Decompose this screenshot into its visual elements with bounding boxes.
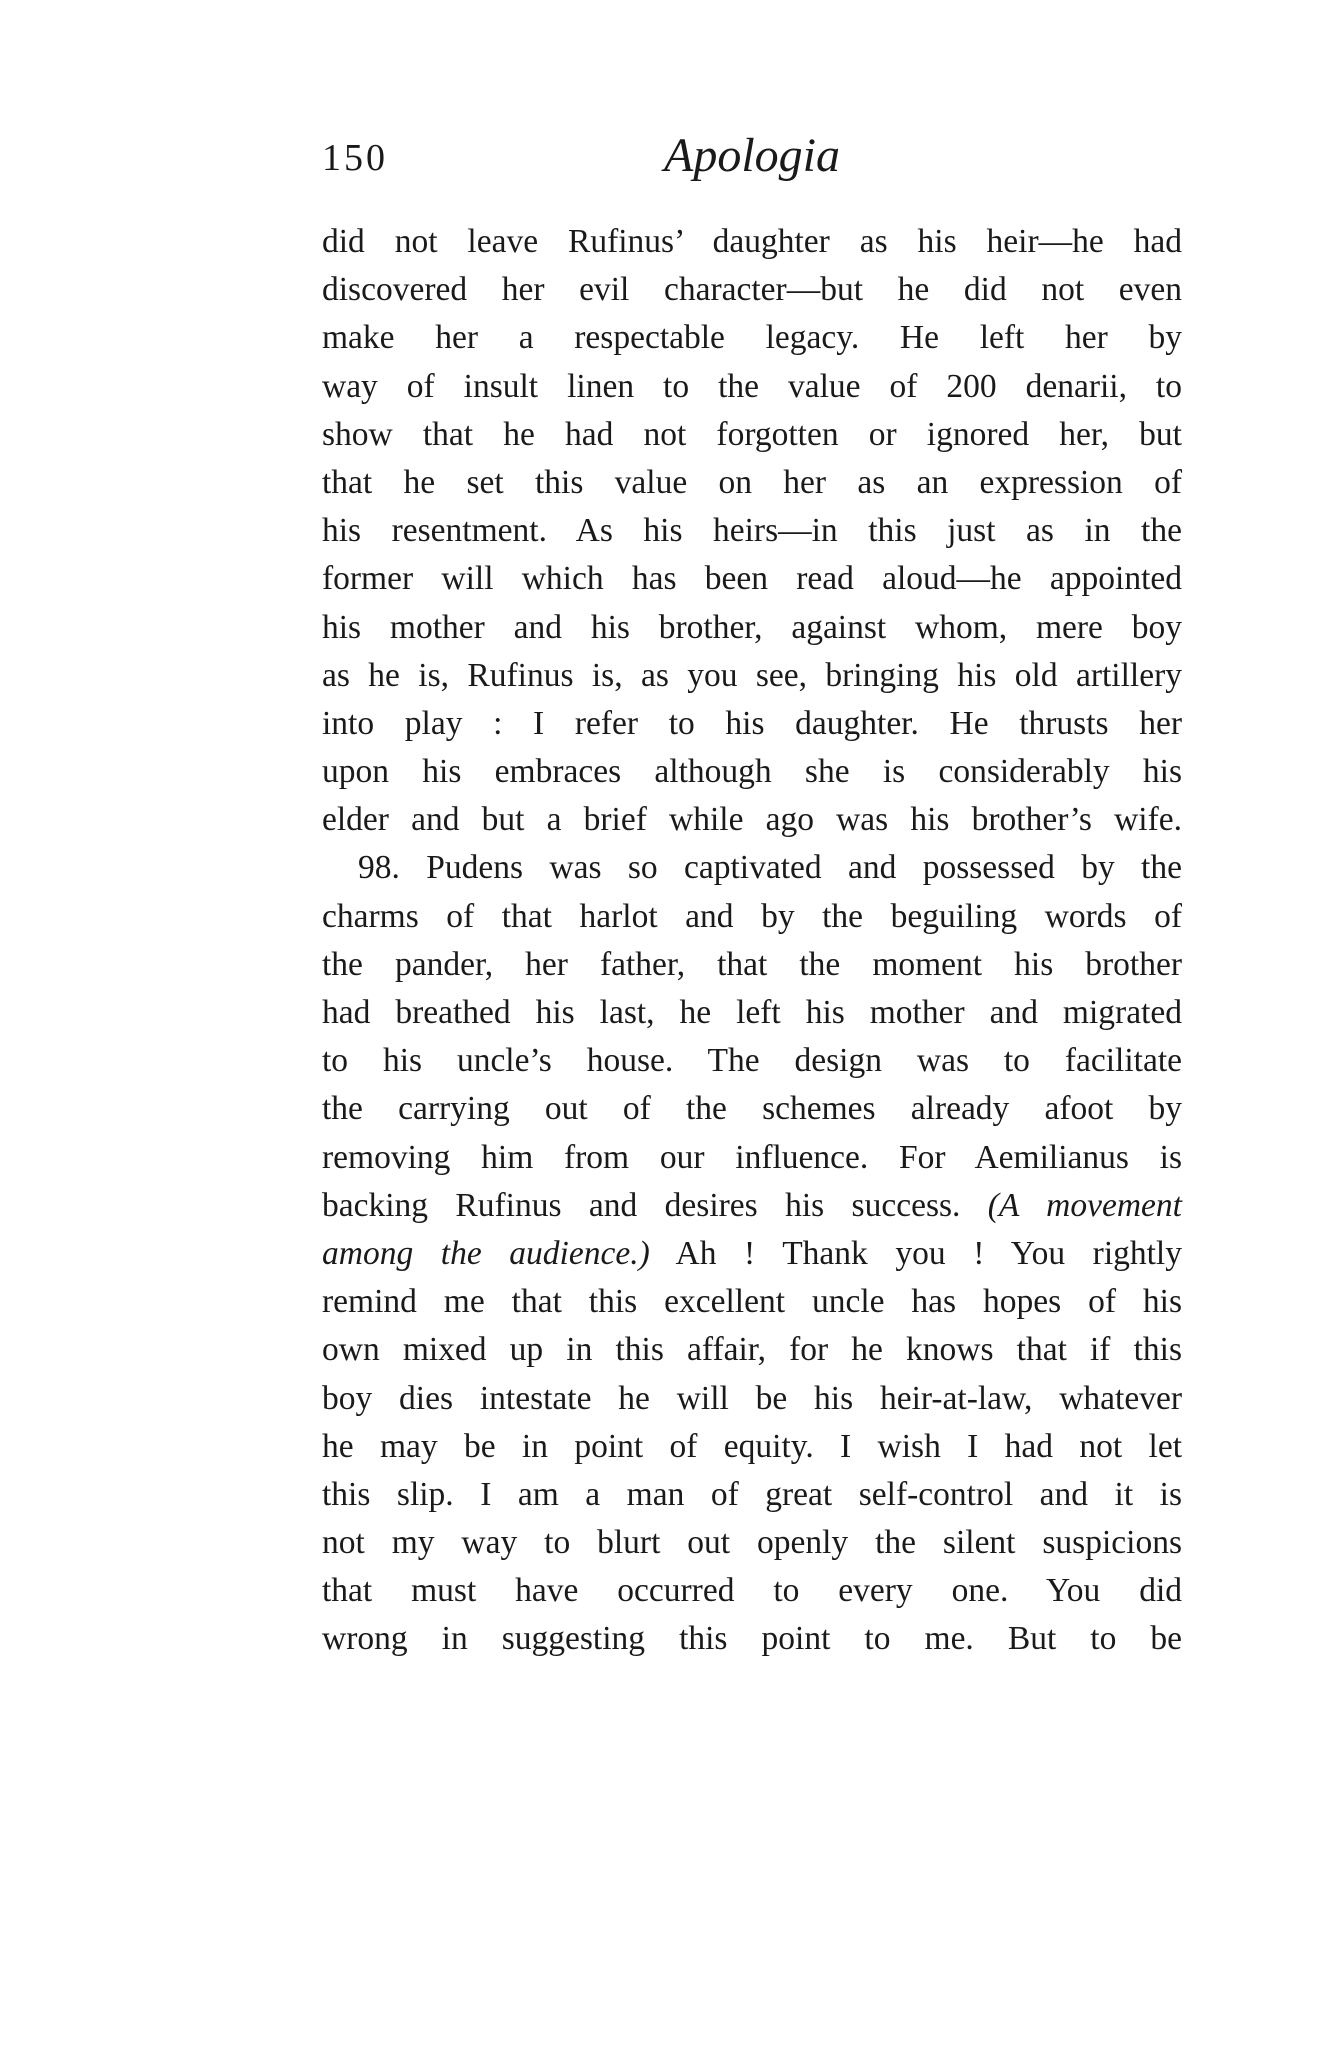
- text-line: his resentment. As his heirs—in this just as in the: [322, 512, 1182, 550]
- paragraph-98-start: 98. Pudens was so captivated and possessed by the: [358, 849, 1182, 887]
- text-line: upon his embraces although she is considerably his: [322, 753, 1182, 791]
- text-line: into play : I refer to his daughter. He thrusts her: [322, 704, 1182, 742]
- text-line: wrong in suggesting this point to me. But to be: [322, 1620, 1182, 1658]
- text-line: his mother and his brother, against whom, mere boy: [322, 608, 1182, 646]
- running-title: Apologia: [664, 129, 840, 182]
- text-line: this slip. I am a man of great self-control and it is: [322, 1475, 1182, 1513]
- text-line: the carrying out of the schemes already afoot by: [322, 1090, 1182, 1128]
- text-line: elder and but a brief while ago was his brother’s wife.: [322, 801, 1182, 839]
- text-line: remind me that this excellent uncle has hopes of his: [322, 1283, 1182, 1321]
- body-text: [322, 218, 1182, 1664]
- text-line: he may be in point of equity. I wish I had not let: [322, 1427, 1182, 1465]
- stage-direction: among the audience.): [322, 1234, 650, 1272]
- text-line: make her a respectable legacy. He left her by: [322, 319, 1182, 357]
- text-line: the pander, her father, that the moment his brother: [322, 945, 1182, 983]
- text-segment: Ah ! Thank you ! You rightly: [675, 1234, 1182, 1272]
- text-line: former will which has been read aloud—he appointed: [322, 560, 1182, 598]
- text-line: to his uncle’s house. The design was to facilitate: [322, 1042, 1182, 1080]
- text-line: discovered her evil character—but he did not even: [322, 271, 1182, 309]
- text-line: way of insult linen to the value of 200 denarii, to: [322, 367, 1182, 405]
- text-line: as he is, Rufinus is, as you see, bringing his old artillery: [322, 656, 1182, 694]
- text-line: removing him from our influence. For Aemilianus is: [322, 1138, 1182, 1176]
- text-line: that he set this value on her as an expression of: [322, 463, 1182, 501]
- running-head: [322, 128, 1182, 198]
- text-line: charms of that harlot and by the beguiling words of: [322, 897, 1182, 935]
- text-line: that must have occurred to every one. You did: [322, 1572, 1182, 1610]
- text-line: not my way to blurt out openly the silent suspicions: [322, 1524, 1182, 1562]
- text-line: had breathed his last, he left his mother and migrated: [322, 994, 1182, 1031]
- text-line: did not leave Rufinus’ daughter as his heir—he had: [322, 223, 1182, 260]
- text-line-with-stage-direction: [322, 1230, 1182, 1278]
- text-line-with-stage-direction: [322, 1182, 1182, 1230]
- text-line: boy dies intestate he will be his heir-at-law, whatever: [322, 1379, 1182, 1417]
- text-segment: backing Rufinus and desires his success.: [322, 1186, 961, 1224]
- text-line: own mixed up in this affair, for he knows that if this: [322, 1331, 1182, 1369]
- page-number: 150: [322, 137, 388, 179]
- text-line: show that he had not forgotten or ignored her, but: [322, 415, 1182, 453]
- stage-direction: (A movement: [987, 1186, 1182, 1224]
